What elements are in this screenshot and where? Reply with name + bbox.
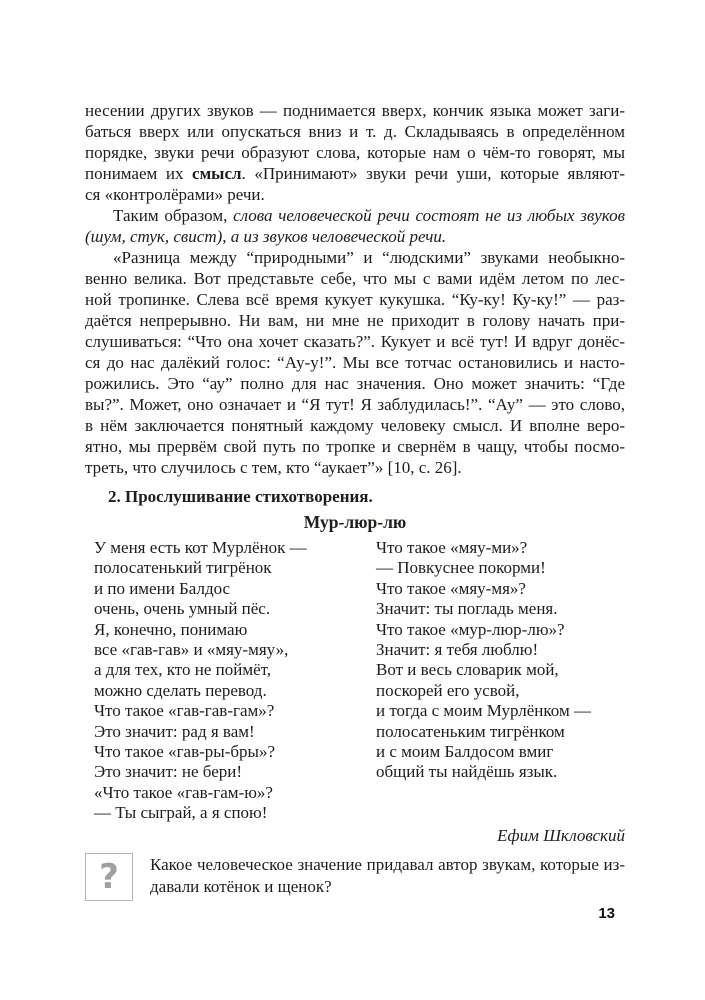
question-icon bbox=[85, 853, 133, 901]
text-line: треть, что случилось с тем, кто “аукает”» [10, с. 26]. bbox=[85, 458, 462, 477]
poem bbox=[85, 538, 625, 824]
question-mark-glyph: ? bbox=[99, 856, 119, 897]
paragraph bbox=[85, 205, 625, 247]
poem-line: У меня есть кот Мурлёнок — bbox=[94, 538, 307, 557]
poem-line: очень, очень умный пёс. bbox=[94, 599, 271, 619]
text-segment: смысл bbox=[192, 164, 242, 183]
text-line bbox=[85, 226, 625, 247]
text-line: баться вверх или опускаться вниз и т. д. Складываясь в определённом bbox=[85, 122, 625, 141]
poem-line: можно сделать перевод. bbox=[94, 680, 267, 700]
section-heading: 2. Прослушивание стихотворения. bbox=[108, 487, 373, 506]
poem-line: — Повкуснее покорми! bbox=[376, 558, 546, 578]
poem-line: общий ты найдёшь язык. bbox=[376, 762, 558, 782]
poem-line: Что такое «гав-ры-бры»? bbox=[94, 742, 275, 762]
poem-line: Это значит: рад я вам! bbox=[94, 721, 255, 741]
poem-line: Что такое «мяу-ми»? bbox=[376, 538, 528, 557]
text-line: Какое человеческое значение придавал автор звукам, которые из- bbox=[150, 854, 625, 874]
page-number: 13 bbox=[598, 905, 615, 922]
poem-title: Мур-люр-лю bbox=[303, 512, 407, 532]
text-segment: понимаем их bbox=[85, 164, 193, 183]
poem-line: полосатеньким тигрёнком bbox=[376, 721, 565, 741]
poem-line: — Ты сыграй, а я спою! bbox=[94, 803, 268, 823]
text-line: вы?”. Может, оно означает и “Я тут! Я заблудилась!”. “Ау” — это слово, bbox=[85, 395, 625, 414]
poem-line: а для тех, кто не поймёт, bbox=[94, 660, 272, 680]
poem-line: Что такое «мяу-мя»? bbox=[376, 578, 526, 598]
text-line: «Разница между “природными” и “людскими” звуками необыкно- bbox=[113, 248, 625, 267]
poem-line: Вот и весь словарик мой, bbox=[376, 660, 559, 680]
text-line: несении других звуков — поднимается вверх, кончик языка может заги- bbox=[85, 101, 625, 120]
paragraph bbox=[85, 247, 625, 478]
text-segment: слова человеческой речи состоят не из любых звуков bbox=[233, 206, 625, 225]
poem-line: Что такое «мур-люр-лю»? bbox=[376, 619, 565, 639]
poem-line: Значит: я тебя люблю! bbox=[376, 640, 539, 660]
question-text bbox=[150, 853, 625, 898]
poem-line: поскорей его усвой, bbox=[376, 680, 520, 700]
text-line: ной тропинке. Слева всё время кукует кукушка. “Ку-ку! Ку-ку!” — раз- bbox=[85, 290, 625, 309]
poem-line: Значит: ты погладь меня. bbox=[376, 599, 558, 619]
poem-column-left bbox=[94, 538, 376, 824]
text-line: даётся непрерывно. Ни вам, ни мне не приходит в голову начать при- bbox=[85, 311, 625, 330]
question-block bbox=[85, 853, 625, 901]
text-segment: Таким образом, bbox=[113, 206, 234, 225]
text-line: рожились. Это “ау” полно для нас значения. Оно может значить: “Где bbox=[85, 374, 625, 393]
text-line: ятно, мы прервём свой путь по тропке и свернём в чащу, чтобы посмо- bbox=[85, 437, 625, 456]
poem-line: Что такое «гав-гав-гам»? bbox=[94, 701, 275, 721]
poem-line: «Что такое «гав-гам-ю»? bbox=[94, 782, 273, 802]
poem-line: и тогда с моим Мурлёнком — bbox=[376, 701, 591, 721]
text-line bbox=[85, 163, 625, 184]
text-line: ся до нас далёкий голос: “Ау-у!”. Мы все тотчас остановились и насто- bbox=[85, 353, 625, 372]
text-block bbox=[85, 100, 625, 901]
text-line bbox=[85, 205, 625, 226]
text-line: давали котёнок и щенок? bbox=[150, 876, 332, 896]
poem-column-right bbox=[376, 538, 625, 824]
text-line: ся «контролёрами» речи. bbox=[85, 185, 265, 204]
text-line: венно велика. Вот представьте себе, что мы с вами идём летом по лес- bbox=[85, 269, 625, 288]
paragraph bbox=[85, 100, 625, 205]
text-line: порядке, звуки речи образуют слова, которые нам о чём-то говорят, мы bbox=[85, 143, 625, 162]
text-segment: . «Принимают» звуки речи уши, которые являют- bbox=[241, 164, 625, 183]
text-line: в нём заключается понятный каждому человеку смысл. И вполне веро- bbox=[85, 416, 625, 435]
poem-line: Я, конечно, понимаю bbox=[94, 619, 248, 639]
poem-line: и с моим Балдосом вмиг bbox=[376, 742, 554, 762]
poem-line: Это значит: не бери! bbox=[94, 762, 243, 782]
text-segment: (шум, стук, свист), а из звуков человеческой речи. bbox=[85, 227, 447, 246]
poem-line: полосатенький тигрёнок bbox=[94, 558, 272, 578]
text-line: слушиваться: “Что она хочет сказать?”. Кукует и всё тут! И вдруг донёс- bbox=[85, 332, 625, 351]
poem-line: все «гав-гав» и «мяу-мяу», bbox=[94, 640, 289, 660]
poem-line: и по имени Балдос bbox=[94, 578, 231, 598]
author-name: Ефим Шкловский bbox=[497, 825, 625, 845]
